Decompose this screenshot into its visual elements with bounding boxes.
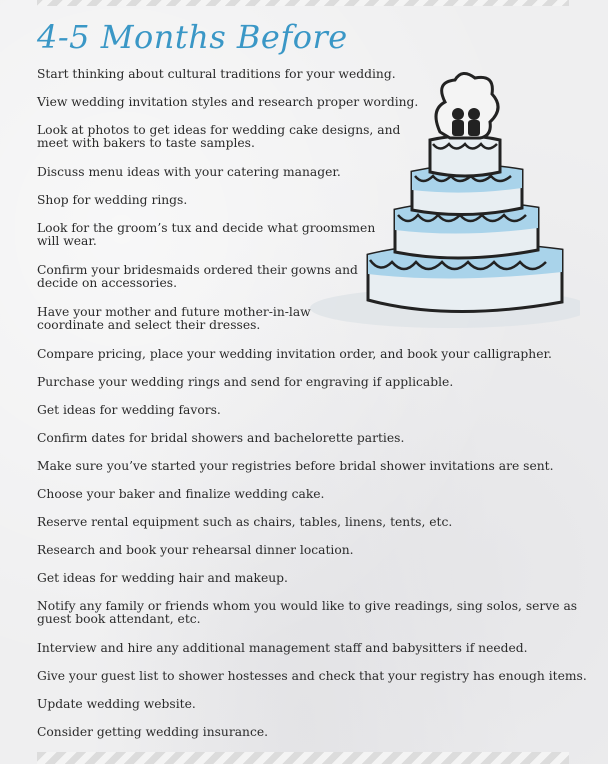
checklist-item-line: Shop for wedding rings. xyxy=(37,193,188,207)
checklist-item xyxy=(37,599,578,626)
checklist-item xyxy=(37,698,557,711)
checklist-item-line: Have your mother and future mother-in-law xyxy=(37,305,311,319)
checklist-item xyxy=(37,124,557,150)
top-stripe-border xyxy=(37,0,569,6)
checklist-item xyxy=(37,488,557,501)
checklist-item-line: Give your guest list to shower hostesses and check that your registry has enough items. xyxy=(37,669,587,683)
checklist-item xyxy=(37,96,557,109)
checklist-item-line: Research and book your rehearsal dinner location. xyxy=(37,543,354,557)
checklist-item-line: Consider getting wedding insurance. xyxy=(37,725,269,739)
checklist-item-line: Make sure you’ve started your registries before bridal shower invitations are sent. xyxy=(37,459,554,473)
checklist-item xyxy=(37,572,557,585)
checklist-item xyxy=(37,432,557,445)
checklist-item-line: Interview and hire any additional management staff and babysitters if needed. xyxy=(37,641,528,655)
checklist-item xyxy=(37,348,557,361)
checklist-item-line: Confirm your bridesmaids ordered their gowns and xyxy=(37,263,358,277)
checklist-item xyxy=(37,669,587,683)
checklist-item-line: Get ideas for wedding favors. xyxy=(37,403,221,417)
checklist-item-line: Look for the groom’s tux and decide what groomsmen xyxy=(37,221,376,235)
checklist-item xyxy=(37,726,557,739)
checklist-item xyxy=(37,376,557,389)
checklist-item xyxy=(37,68,557,81)
checklist-item xyxy=(37,264,557,290)
checklist-item-line: decide on accessories. xyxy=(37,276,177,290)
checklist-item-line: will wear. xyxy=(37,234,97,248)
checklist-item-line: Look at photos to get ideas for wedding cake designs, and xyxy=(37,123,401,137)
checklist-item-line: meet with bakers to taste samples. xyxy=(37,136,255,150)
checklist-item xyxy=(37,194,557,207)
checklist-item-line: Confirm dates for bridal showers and bachelorette parties. xyxy=(37,431,405,445)
checklist-item xyxy=(37,642,557,655)
checklist-item xyxy=(37,166,557,179)
checklist-item-line: Compare pricing, place your wedding invitation order, and book your calligrapher. xyxy=(37,347,552,361)
checklist-item xyxy=(37,306,557,332)
checklist-item xyxy=(37,460,557,473)
checklist-item-line: guest book attendant, etc. xyxy=(37,612,201,626)
checklist-item-line: Update wedding website. xyxy=(37,697,196,711)
checklist-item-line: Purchase your wedding rings and send for engraving if applicable. xyxy=(37,375,454,389)
checklist-item-line: Start thinking about cultural traditions for your wedding. xyxy=(37,67,396,81)
bottom-stripe-border xyxy=(37,752,569,764)
checklist-item-line: Notify any family or friends whom you would like to give readings, sing solos, serve as xyxy=(37,599,578,613)
checklist-item-line: Get ideas for wedding hair and makeup. xyxy=(37,571,288,585)
checklist-item-line: View wedding invitation styles and research proper wording. xyxy=(37,95,419,109)
checklist-item xyxy=(37,222,557,248)
checklist-item-line: Reserve rental equipment such as chairs, tables, linens, tents, etc. xyxy=(37,515,453,529)
checklist-item xyxy=(37,404,557,417)
checklist-item-line: coordinate and select their dresses. xyxy=(37,318,261,332)
checklist-item-line: Choose your baker and finalize wedding cake. xyxy=(37,487,325,501)
checklist-item xyxy=(37,544,557,557)
checklist-item xyxy=(37,516,557,529)
page-title: 4-5 Months Before xyxy=(37,18,348,56)
checklist-item-line: Discuss menu ideas with your catering manager. xyxy=(37,165,341,179)
